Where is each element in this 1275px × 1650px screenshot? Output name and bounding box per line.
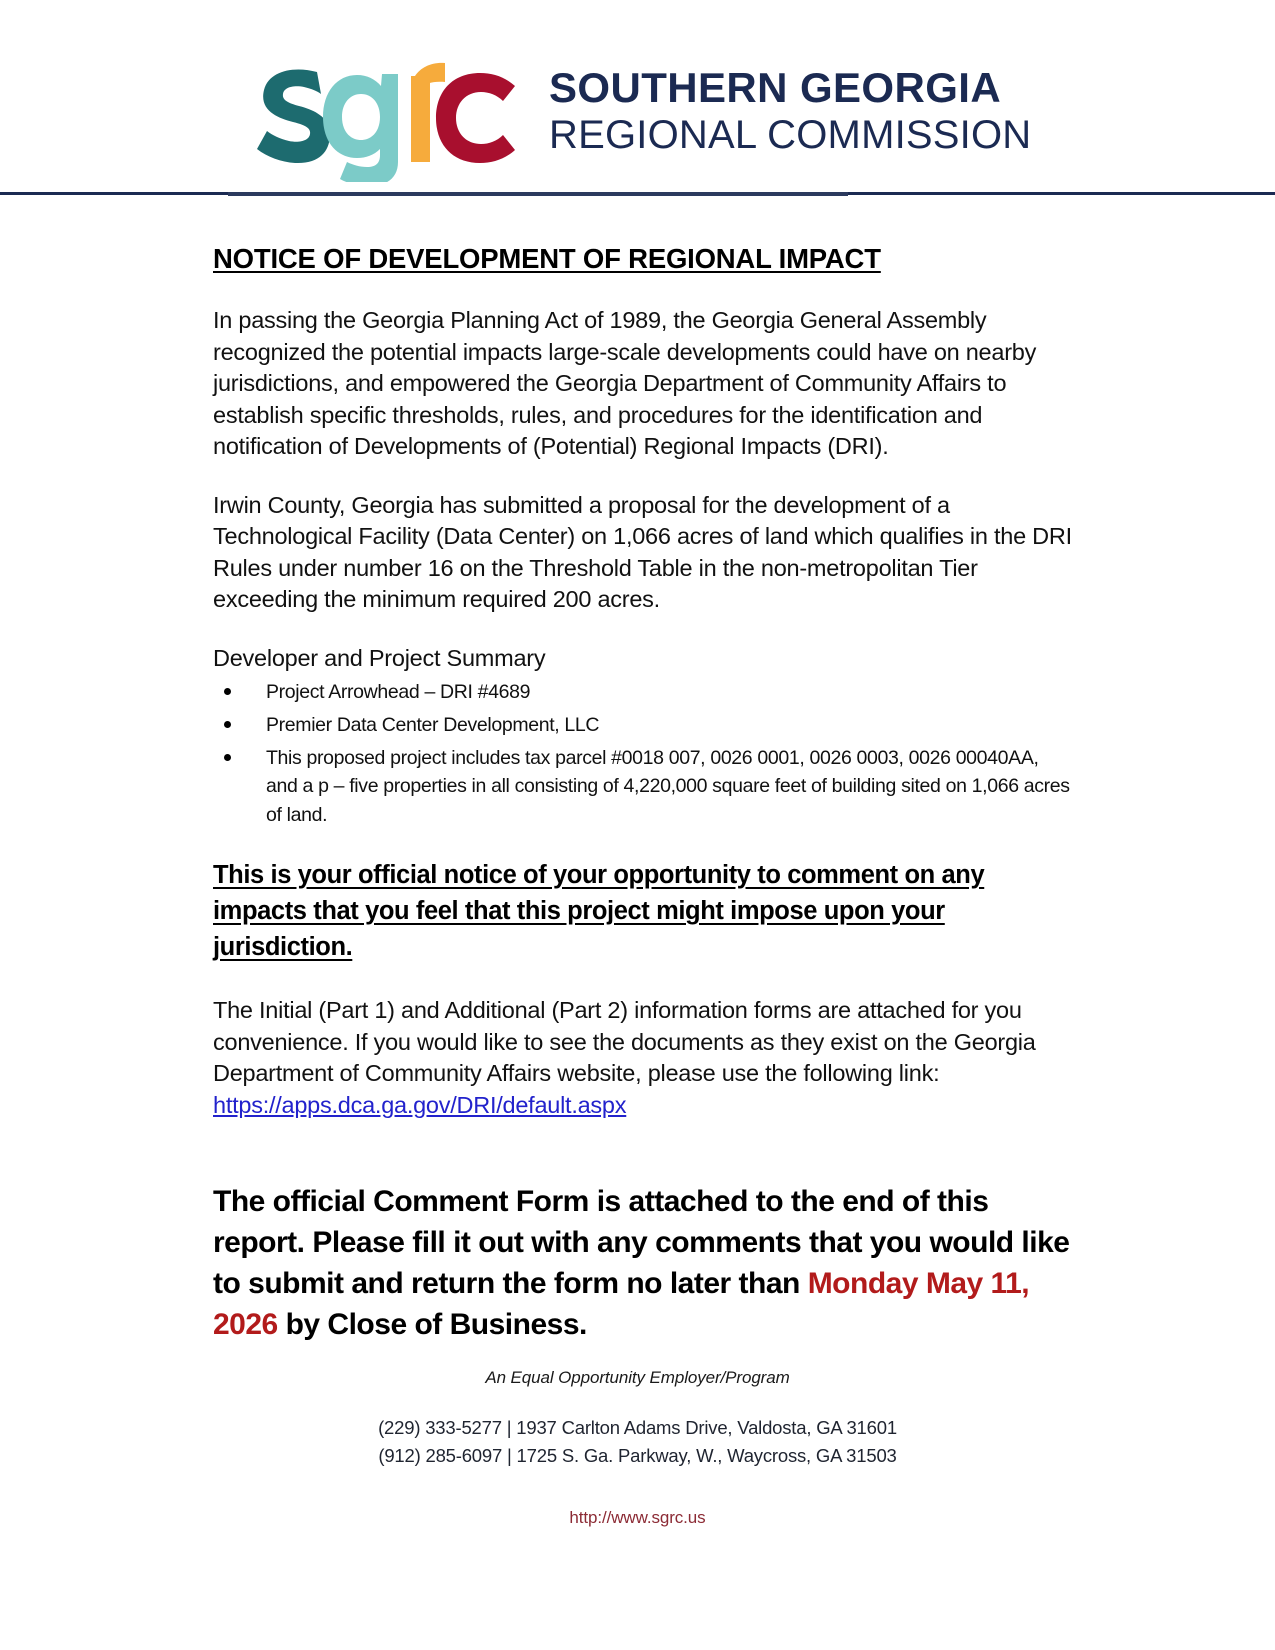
dca-dri-link[interactable]: https://apps.dca.ga.gov/DRI/default.aspx bbox=[213, 1091, 627, 1118]
proposal-paragraph: Irwin County, Georgia has submitted a proposal for the development of a Technological Facility (Data Center) on 1,066 acres of land which qualifies in the DRI Rules under number 16 on the Threshold Table in the non-metropolitan Tier exceeding the minimum required 200 acres. bbox=[213, 491, 1072, 612]
comment-form-closing-text-a: The official Comment Form is attached to the end of this report. Please fill it out with any comments that you would like to submit and return the form no later than bbox=[213, 1185, 1070, 1300]
document-footer bbox=[0, 1368, 1275, 1528]
page-title: NOTICE OF DEVELOPMENT OF REGIONAL IMPACT bbox=[213, 243, 881, 274]
document-body bbox=[213, 243, 1075, 1345]
official-notice-callout bbox=[213, 857, 1075, 965]
comment-form-closing-text-b: by Close of Business. bbox=[277, 1308, 587, 1341]
comment-form-closing bbox=[213, 1181, 1075, 1345]
developer-summary-list bbox=[213, 678, 1075, 830]
header-divider-accent bbox=[228, 192, 848, 196]
bullet-dot-icon bbox=[224, 721, 231, 728]
bullet-dot-icon bbox=[224, 754, 231, 761]
official-notice-callout-text: This is your official notice of your opportunity to comment on any impacts that you feel that this project might impose upon your jurisdiction. bbox=[213, 861, 985, 961]
developer-summary-heading: Developer and Project Summary bbox=[213, 644, 546, 671]
bullet-dot-icon bbox=[224, 688, 231, 695]
sgrc-logomark-icon bbox=[255, 52, 527, 182]
logo-wordmark bbox=[549, 64, 1032, 167]
list-item-text: This proposed project includes tax parcel #0018 007, 0026 0001, 0026 0003, 0026 00040AA, and a p – five properties in all consisting of 4,220,000 square feet of building sited on 1,066 acres of land. bbox=[266, 746, 1070, 826]
intro-paragraph: In passing the Georgia Planning Act of 1989, the Georgia General Assembly recognized the potential impacts large-scale developments could have on nearby jurisdictions, and empowered the Georgia Department of Community Affairs to establish specific thresholds, rules, and procedures for the identification and notification of Developments of (Potential) Regional Impacts (DRI). bbox=[213, 307, 1037, 459]
list-item bbox=[213, 711, 1075, 740]
forms-paragraph bbox=[213, 995, 1075, 1121]
sgrc-logo bbox=[255, 52, 1031, 182]
comment-deadline-date: Monday May 11, 2026 bbox=[213, 1267, 1030, 1341]
list-item-text: Project Arrowhead – DRI #4689 bbox=[266, 680, 531, 703]
list-item bbox=[213, 678, 1075, 707]
equal-opportunity-statement: An Equal Opportunity Employer/Program bbox=[485, 1368, 790, 1387]
list-item bbox=[213, 744, 1075, 830]
office-address-waycross: (912) 285-6097 | 1725 S. Ga. Parkway, W., Waycross, GA 31503 bbox=[378, 1445, 897, 1466]
forms-paragraph-text: The Initial (Part 1) and Additional (Part 2) information forms are attached for you convenience. If you would like to see the documents as they exist on the Georgia Department of Community Affairs website, please use the following link: bbox=[213, 997, 1036, 1086]
list-item-text: Premier Data Center Development, LLC bbox=[266, 713, 600, 736]
document-header bbox=[0, 0, 1275, 196]
agency-website-link[interactable]: http://www.sgrc.us bbox=[569, 1508, 706, 1527]
wordmark-line-regional-commission: REGIONAL COMMISSION bbox=[549, 113, 1032, 157]
office-address-valdosta: (229) 333-5277 | 1937 Carlton Adams Drive, Valdosta, GA 31601 bbox=[378, 1417, 897, 1438]
wordmark-line-southern-georgia: SOUTHERN GEORGIA bbox=[549, 64, 1002, 111]
